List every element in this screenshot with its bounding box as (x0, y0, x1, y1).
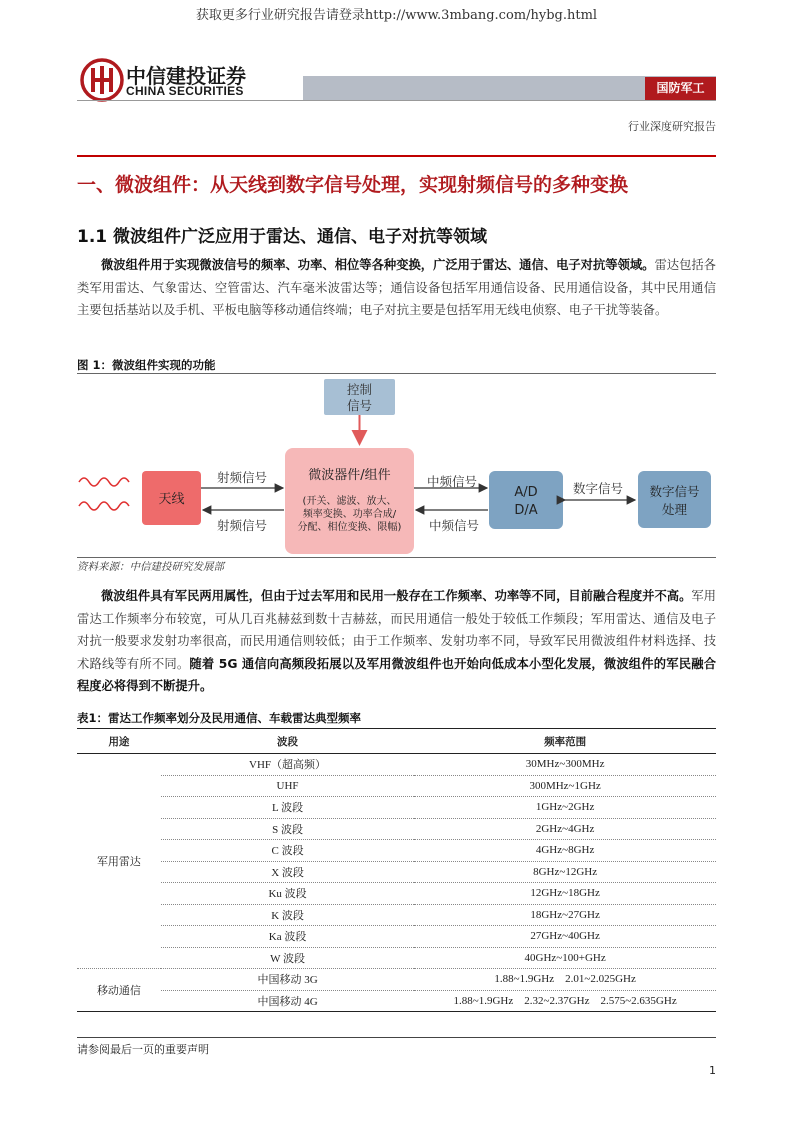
footer-divider (77, 1037, 716, 1038)
range-cell: 2GHz~4GHz (414, 818, 716, 840)
rf-signal-top: 射频信号 (216, 470, 268, 485)
adda-label: A/D (514, 485, 538, 500)
table-row (77, 990, 716, 1012)
logo-english-name: CHINA SECURITIES (126, 84, 244, 98)
table-header-row (77, 729, 716, 754)
device-detail: 分配、相位变换、限幅) (297, 522, 402, 533)
device-title: 微波器件/组件 (308, 468, 391, 483)
if-signal-bottom: 中频信号 (428, 518, 480, 533)
adda-label: D/A (514, 503, 538, 518)
disclaimer-note: 请参阅最后一页的重要声明 (77, 1043, 209, 1056)
para2-body: 军用雷达工作频率分布较宽，可从几百兆赫兹到数十吉赫兹，而民用通信一般处于较低工作频段；军用雷达、通信及电子对抗一般要求发射功率很高，而民用通信则较低；由于工作频率、发射功率不同，导致军民用微波组件材料选择、技术路线等有所不同。 (77, 589, 716, 671)
paragraph-applications (77, 254, 716, 322)
para2-conclusion: 随着 5G 通信向高频段拓展以及军用微波组件也开始向低成本小型化发展，微波组件的军民融合程度必将得到不断提升。 (77, 656, 716, 693)
band-cell: C 波段 (161, 840, 414, 862)
logo-chinese-name: 中信建投证券 (126, 64, 246, 88)
control-signal-label: 信号 (346, 398, 373, 413)
table-row (77, 775, 716, 797)
col-header-band: 波段 (161, 729, 414, 754)
para1-body: 雷达包括各类军用雷达、气象雷达、空管雷达、汽车毫米波雷达等；通信设备包括军用通信设备、民用通信设备，其中民用通信主要包括基站以及手机、平板电脑等移动通信终端；电子对抗主要是包括军用无线电侦察、电子干扰等装备。 (77, 258, 716, 317)
control-signal-label: 控制 (346, 382, 373, 397)
section-title: 一、微波组件：从天线到数字信号处理，实现射频信号的多种变换 (77, 174, 629, 196)
top-banner-link[interactable]: 获取更多行业研究报告请登录http://www.3mbang.com/hybg.html (195, 8, 598, 23)
frequency-table (77, 728, 716, 1012)
band-cell: Ka 波段 (161, 926, 414, 948)
table-row (77, 926, 716, 948)
header-divider (77, 100, 716, 101)
band-cell: W 波段 (161, 947, 414, 969)
dsp-box (638, 471, 711, 528)
band-cell: 中国移动 4G (161, 990, 414, 1012)
dsp-label: 处理 (661, 502, 688, 517)
band-cell: S 波段 (161, 818, 414, 840)
figure-bottom-rule (77, 557, 716, 558)
para1-lead: 微波组件用于实现微波信号的频率、功率、相位等各种变换，广泛用于雷达、通信、电子对抗等领域。 (101, 258, 655, 272)
table-row (77, 754, 716, 776)
range-cell: 18GHz~27GHz (414, 904, 716, 926)
table-row (77, 883, 716, 905)
adda-box (489, 471, 563, 529)
industry-tag: 国防军工 (645, 77, 716, 100)
if-signal-top: 中频信号 (426, 474, 478, 489)
page-number: 1 (709, 1064, 716, 1077)
band-cell: VHF（超高频） (161, 754, 414, 776)
range-cell: 30MHz~300MHz (414, 754, 716, 776)
range-cell: 300MHz~1GHz (414, 775, 716, 797)
band-cell: Ku 波段 (161, 883, 414, 905)
table-row (77, 797, 716, 819)
para2-lead: 微波组件具有军民两用属性，但由于过去军用和民用一般存在工作频率、功率等不同，目前融合程度并不高。 (101, 589, 692, 603)
band-cell: L 波段 (161, 797, 414, 819)
microwave-function-diagram (77, 374, 716, 557)
table-row (77, 861, 716, 883)
table-row (77, 947, 716, 969)
figure-source: 资料来源：中信建投研究发展部 (77, 561, 224, 573)
range-cell: 1GHz~2GHz (414, 797, 716, 819)
usage-military-radar: 军用雷达 (77, 754, 161, 969)
table-row (77, 969, 716, 991)
subsection-title: 1.1 微波组件广泛应用于雷达、通信、电子对抗等领域 (77, 227, 488, 247)
dsp-label: 数字信号 (649, 484, 700, 499)
range-cell: 1.88~1.9GHz 2.01~2.025GHz (414, 969, 716, 991)
range-cell: 4GHz~8GHz (414, 840, 716, 862)
usage-mobile-comm: 移动通信 (77, 969, 161, 1012)
citic-logo-icon (80, 58, 124, 102)
device-detail: 频率变换、功率合成/ (302, 509, 397, 520)
paragraph-dual-use (77, 585, 716, 698)
band-cell: 中国移动 3G (161, 969, 414, 991)
device-detail: (开关、滤波、放大、 (302, 496, 397, 507)
rf-wave-icon (79, 502, 129, 510)
range-cell: 12GHz~18GHz (414, 883, 716, 905)
rf-signal-bottom: 射频信号 (216, 518, 268, 533)
col-header-range: 频率范围 (414, 729, 716, 754)
band-cell: UHF (161, 775, 414, 797)
rf-wave-icon (79, 478, 129, 486)
table-row (77, 840, 716, 862)
range-cell: 27GHz~40GHz (414, 926, 716, 948)
digital-signal-label: 数字信号 (572, 481, 624, 496)
band-cell: X 波段 (161, 861, 414, 883)
figure-title: 图 1：微波组件实现的功能 (77, 358, 216, 372)
range-cell: 8GHz~12GHz (414, 861, 716, 883)
col-header-usage: 用途 (77, 729, 161, 754)
range-cell: 1.88~1.9GHz 2.32~2.37GHz 2.575~2.635GHz (414, 990, 716, 1012)
table-row (77, 904, 716, 926)
table-title: 表1：雷达工作频率划分及民用通信、车载雷达典型频率 (77, 711, 361, 725)
report-type: 行业深度研究报告 (628, 120, 716, 133)
section-divider (77, 155, 716, 157)
table-row (77, 818, 716, 840)
range-cell: 40GHz~100+GHz (414, 947, 716, 969)
antenna-label: 天线 (158, 492, 185, 507)
diagram-svg (77, 374, 716, 557)
band-cell: K 波段 (161, 904, 414, 926)
